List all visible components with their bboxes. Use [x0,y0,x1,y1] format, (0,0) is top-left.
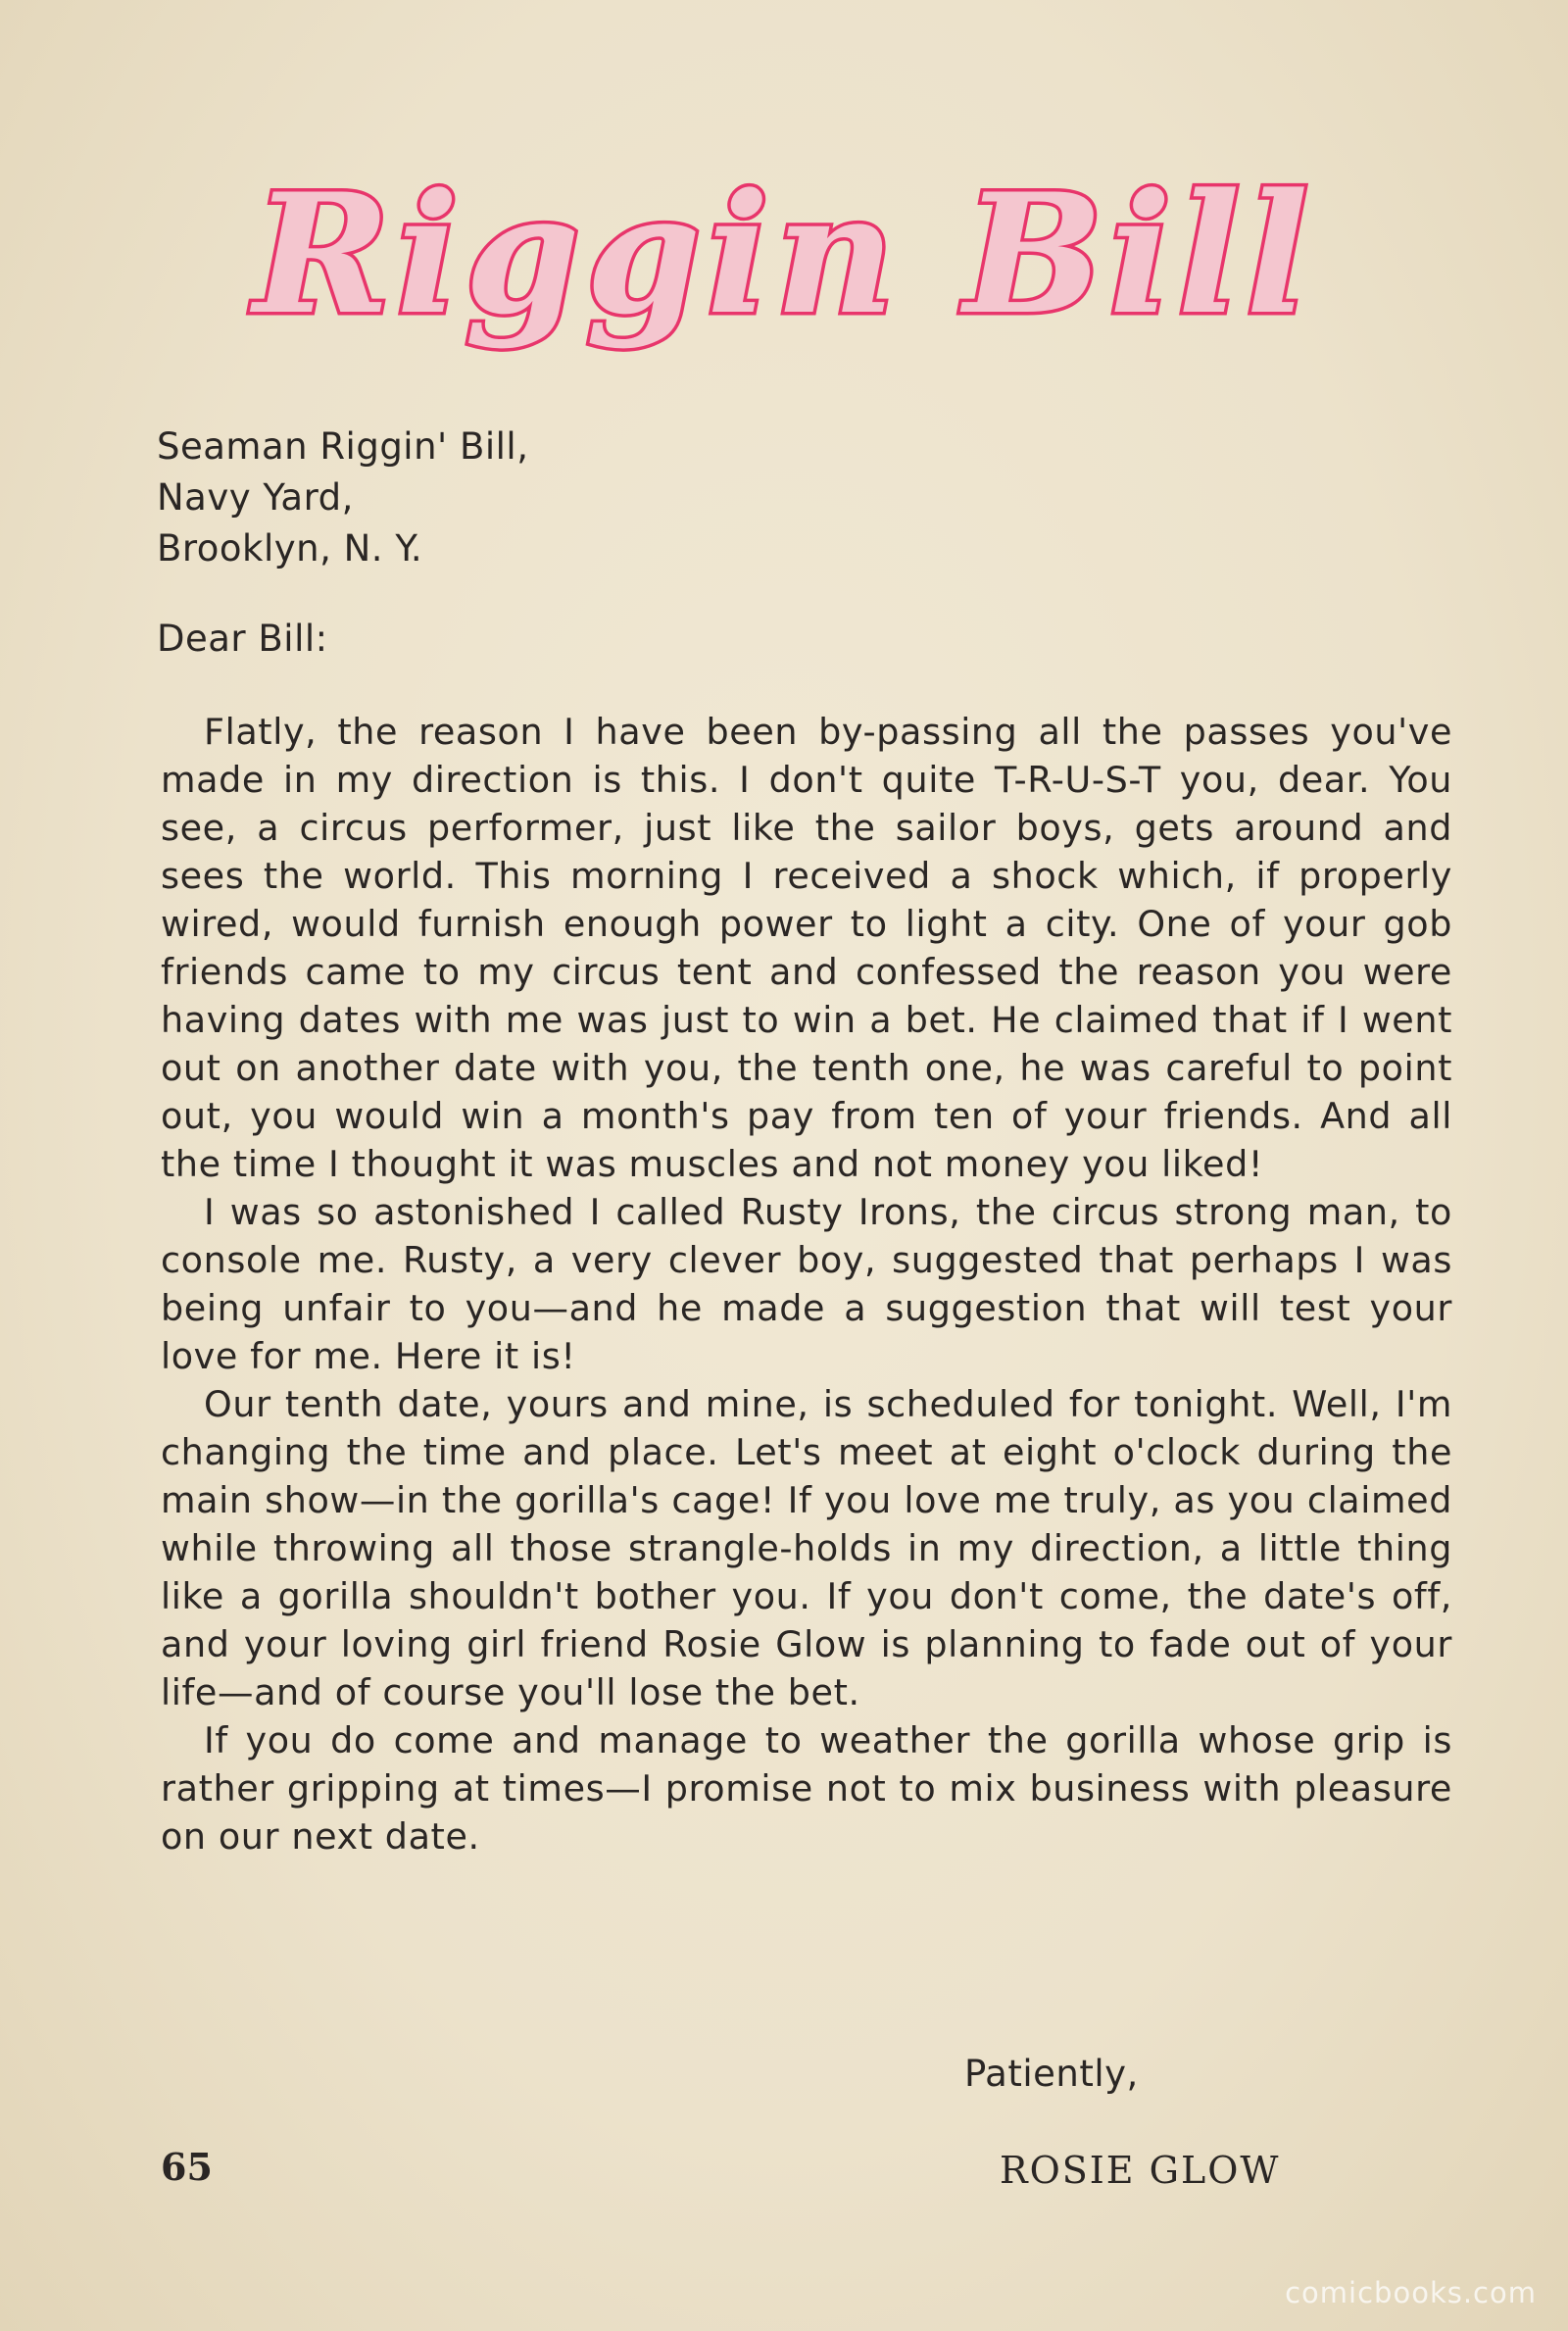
address-line-city: Brooklyn, N. Y. [157,527,423,570]
watermark: comicbooks.com [1285,2276,1537,2309]
body-paragraph-4: If you do come and manage to weather the gorilla whose grip is rather gripping at times—I promise not to mix business with pleasure on our next date. [161,1719,1452,1858]
address-block [157,422,528,574]
address-line-recipient: Seaman Riggin' Bill, [157,425,529,468]
address-line-location: Navy Yard, [157,476,354,519]
closing: Patiently, [964,2053,1139,2095]
body-paragraph-3: Our tenth date, yours and mine, is scheduled for tonight. Well, I'm changing the time and place. Let's meet at eight o'clock during the main show—in the gorilla's cage! If you love me truly, as you claimed while throwing all those strangle-holds in my direction, a little thing like a gorilla shouldn't bother you. If you don't come, the date's off, and your loving girl friend Rosie Glow is planning to fade out of your life—and of course you'll lose the bet. [161,1383,1452,1713]
letter-body [161,708,1452,1860]
title-riggin-bill [147,167,1421,382]
page-number: 65 [161,2145,213,2189]
body-paragraph-1: Flatly, the reason I have been by-passing all the passes you've made in my direction is this. I don't quite T-R-U-S-T you, dear. You see, a circus performer, just like the sailor boys, gets around and sees the world. This morning I received a shock which, if properly wired, would furnish enough power to light a city. One of your gob friends came to my circus tent and confessed the reason you were having dates with me was just to win a bet. He claimed that if I went out on another date with you, the tenth one, he was careful to point out, you would win a month's pay from ten of your friends. And all the time I thought it was muscles and not money you liked! [161,711,1452,1185]
body-paragraph-2: I was so astonished I called Rusty Irons, the circus strong man, to console me. Rusty, a very clever boy, suggested that perhaps I was being unfair to you—and he made a suggestion that will test your love for me. Here it is! [161,1191,1452,1377]
title-text: Riggin Bill [253,167,1315,351]
salutation: Dear Bill: [157,618,328,660]
title-lettering [147,167,1421,382]
signature: ROSIE GLOW [1000,2149,1281,2192]
